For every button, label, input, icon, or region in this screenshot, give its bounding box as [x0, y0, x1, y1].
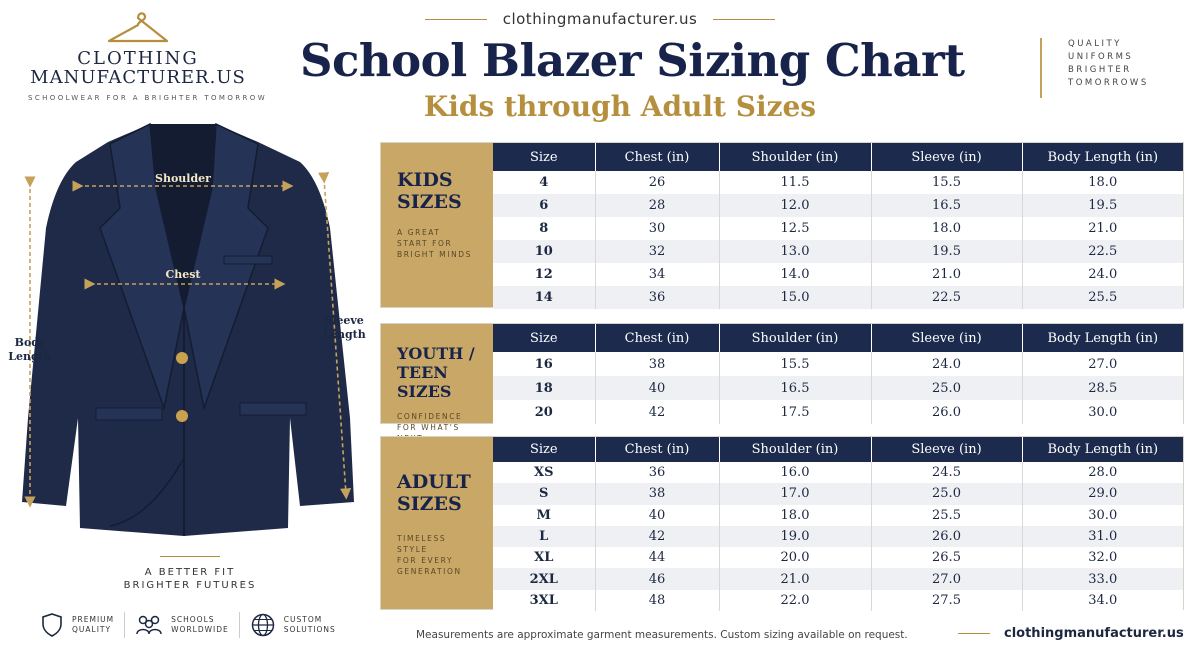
hanger-icon	[103, 8, 173, 48]
table-cell: 25.5	[871, 505, 1022, 526]
table-cell: 26.0	[871, 526, 1022, 547]
section-desc: STYLE	[397, 545, 428, 554]
table-header	[493, 324, 1183, 352]
table-cell: 31.0	[1022, 526, 1183, 547]
table-cell: 28.5	[1022, 376, 1183, 400]
table-cell: 22.0	[719, 590, 871, 611]
feature-label: PREMIUM	[72, 615, 115, 624]
youth-sizes-section	[380, 323, 1184, 432]
table-cell: 42	[595, 400, 719, 424]
divider	[160, 556, 220, 557]
table-cell: 30	[595, 217, 719, 240]
table-cell: 34	[595, 263, 719, 286]
table-cell: 18.0	[1022, 171, 1183, 194]
table-cell: 22.5	[871, 286, 1022, 309]
table-cell: 20.0	[719, 547, 871, 568]
table-row	[493, 462, 1183, 483]
table-cell: 46	[595, 568, 719, 589]
column-header: Shoulder (in)	[719, 437, 871, 462]
sleeve-length-label: Sleeve	[324, 314, 364, 327]
column-header: Chest (in)	[595, 437, 719, 462]
table-row	[493, 171, 1183, 194]
table-row	[493, 263, 1183, 286]
table-row	[493, 352, 1183, 376]
table-cell: 16.5	[871, 194, 1022, 217]
button-icon	[176, 352, 188, 364]
column-header: Sleeve (in)	[871, 324, 1022, 352]
table-cell: 36	[595, 462, 719, 483]
table-cell: 38	[595, 483, 719, 504]
table-cell: 30.0	[1022, 505, 1183, 526]
people-icon	[135, 612, 163, 638]
section-title: YOUTH /	[397, 344, 475, 363]
section-desc: GENERATION	[397, 567, 462, 576]
blazer-illustration	[22, 124, 354, 536]
brand-name-line1: CLOTHING	[77, 48, 199, 69]
section-desc: START FOR	[397, 239, 453, 248]
table-cell: 38	[595, 352, 719, 376]
page-subtitle: Kids through Adult Sizes	[423, 90, 817, 123]
motto-line: UNIFORMS	[1068, 52, 1134, 62]
website-footer	[958, 626, 1184, 641]
page-title: School Blazer Sizing Chart	[300, 34, 965, 87]
feature-custom-solutions	[250, 612, 346, 638]
table-cell: 48	[595, 590, 719, 611]
table-cell: 26	[595, 171, 719, 194]
table-cell: 10	[493, 240, 595, 263]
section-desc: CONFIDENCE	[397, 412, 463, 421]
feature-label: CUSTOM	[283, 615, 323, 624]
table-cell: 21.0	[719, 568, 871, 589]
motto-line: QUALITY	[1068, 39, 1122, 49]
column-header: Chest (in)	[595, 324, 719, 352]
motto-line: BRIGHTER	[1068, 65, 1132, 75]
column-header: Size	[493, 143, 595, 171]
table-cell: 14.0	[719, 263, 871, 286]
table-row	[493, 240, 1183, 263]
table-cell: 2XL	[493, 568, 595, 589]
table-cell: 3XL	[493, 590, 595, 611]
section-title: TEEN SIZES	[397, 363, 452, 401]
table-cell: 42	[595, 526, 719, 547]
chest-label: Chest	[165, 268, 201, 281]
features-row	[40, 612, 346, 638]
section-sidebar	[381, 324, 493, 432]
kids-sizes-section	[380, 142, 1184, 308]
table-cell: 21.0	[1022, 217, 1183, 240]
table-cell: 22.5	[1022, 240, 1183, 263]
table-row	[493, 505, 1183, 526]
section-title: SIZES	[397, 191, 462, 213]
table-row	[493, 568, 1183, 589]
table-cell: 28	[595, 194, 719, 217]
table-cell: 15.5	[719, 352, 871, 376]
section-sidebar	[381, 437, 493, 609]
table-cell: 18.0	[719, 505, 871, 526]
table-cell: 15.5	[871, 171, 1022, 194]
feature-premium-quality	[40, 612, 125, 638]
table-cell: 12.0	[719, 194, 871, 217]
adult-sizes-section	[380, 436, 1184, 610]
table-cell: 32	[595, 240, 719, 263]
table-cell: 21.0	[871, 263, 1022, 286]
table-cell: XS	[493, 462, 595, 483]
table-cell: 25.0	[871, 376, 1022, 400]
fit-tagline-line: A BETTER FIT	[144, 567, 236, 578]
button-icon	[176, 410, 188, 422]
table-cell: 40	[595, 376, 719, 400]
size-table	[493, 324, 1183, 424]
column-header: Size	[493, 324, 595, 352]
website-header	[425, 10, 775, 28]
column-header: Sleeve (in)	[871, 143, 1022, 171]
brand-name-line2: MANUFACTURER.US	[30, 67, 246, 88]
table-cell: 15.0	[719, 286, 871, 309]
section-desc: BRIGHT MINDS	[397, 250, 473, 259]
table-cell: 29.0	[1022, 483, 1183, 504]
divider	[425, 19, 487, 20]
table-cell: 16.5	[719, 376, 871, 400]
table-row	[493, 376, 1183, 400]
table-cell: 26.0	[871, 400, 1022, 424]
feature-label: WORLDWIDE	[171, 625, 229, 634]
size-table	[493, 437, 1183, 611]
globe-icon	[250, 612, 276, 638]
divider	[958, 633, 990, 634]
feature-label: SOLUTIONS	[283, 625, 336, 634]
shoulder-label: Shoulder	[155, 172, 211, 185]
table-cell: 27.5	[871, 590, 1022, 611]
table-header	[493, 143, 1183, 171]
divider	[713, 19, 775, 20]
table-header	[493, 437, 1183, 462]
table-cell: 19.0	[719, 526, 871, 547]
table-cell: M	[493, 505, 595, 526]
table-row	[493, 590, 1183, 611]
table-cell: S	[493, 483, 595, 504]
section-desc: FOR WHAT'S	[397, 423, 460, 432]
size-table	[493, 143, 1183, 309]
table-cell: 25.5	[1022, 286, 1183, 309]
section-desc: A GREAT	[397, 228, 441, 237]
section-desc: TIMELESS	[397, 534, 447, 543]
sleeve-length-label: Length	[322, 328, 366, 341]
fit-tagline	[110, 556, 270, 592]
table-cell: 24.5	[871, 462, 1022, 483]
table-cell: 44	[595, 547, 719, 568]
body-length-label: Body	[14, 336, 46, 349]
section-title: SIZES	[397, 493, 462, 515]
table-cell: 27.0	[871, 568, 1022, 589]
table-row	[493, 547, 1183, 568]
table-cell: 12.5	[719, 217, 871, 240]
brand-tagline: SCHOOLWEAR FOR A BRIGHTER TOMORROW	[28, 94, 268, 102]
table-cell: 30.0	[1022, 400, 1183, 424]
column-header: Sleeve (in)	[871, 437, 1022, 462]
table-cell: 20	[493, 400, 595, 424]
table-cell: 24.0	[1022, 263, 1183, 286]
table-cell: 13.0	[719, 240, 871, 263]
table-cell: 26.5	[871, 547, 1022, 568]
website-link[interactable]: clothingmanufacturer.us	[1004, 626, 1184, 641]
blazer-diagram	[0, 118, 380, 570]
table-row	[493, 194, 1183, 217]
column-header: Shoulder (in)	[719, 324, 871, 352]
table-cell: 17.5	[719, 400, 871, 424]
table-cell: 8	[493, 217, 595, 240]
table-cell: 24.0	[871, 352, 1022, 376]
table-cell: 25.0	[871, 483, 1022, 504]
column-header: Body Length (in)	[1022, 437, 1183, 462]
table-cell: XL	[493, 547, 595, 568]
table-cell: 18	[493, 376, 595, 400]
table-cell: 6	[493, 194, 595, 217]
table-cell: 18.0	[871, 217, 1022, 240]
table-cell: L	[493, 526, 595, 547]
feature-schools-worldwide	[135, 612, 240, 638]
column-header: Body Length (in)	[1022, 143, 1183, 171]
brand-logo	[28, 8, 268, 102]
table-row	[493, 286, 1183, 309]
table-row	[493, 526, 1183, 547]
section-title: KIDS	[397, 169, 453, 191]
section-sidebar	[381, 143, 493, 307]
table-cell: 33.0	[1022, 568, 1183, 589]
table-cell: 27.0	[1022, 352, 1183, 376]
body-length-label: Length	[8, 350, 52, 363]
website-link[interactable]: clothingmanufacturer.us	[502, 10, 698, 28]
table-cell: 4	[493, 171, 595, 194]
table-cell: 14	[493, 286, 595, 309]
column-header: Shoulder (in)	[719, 143, 871, 171]
table-row	[493, 483, 1183, 504]
footnote: Measurements are approximate garment measurements. Custom sizing available on request.	[416, 629, 908, 641]
fit-tagline-line: BRIGHTER FUTURES	[123, 580, 257, 591]
section-title: ADULT	[397, 471, 471, 493]
table-cell: 19.5	[1022, 194, 1183, 217]
table-cell: 40	[595, 505, 719, 526]
table-cell: 12	[493, 263, 595, 286]
table-cell: 32.0	[1022, 547, 1183, 568]
column-header: Size	[493, 437, 595, 462]
motto	[1040, 38, 1149, 98]
shield-icon	[40, 612, 64, 638]
table-cell: 19.5	[871, 240, 1022, 263]
feature-label: SCHOOLS	[171, 615, 215, 624]
table-row	[493, 217, 1183, 240]
table-cell: 36	[595, 286, 719, 309]
column-header: Chest (in)	[595, 143, 719, 171]
table-cell: 28.0	[1022, 462, 1183, 483]
table-cell: 34.0	[1022, 590, 1183, 611]
table-cell: 16	[493, 352, 595, 376]
table-row	[493, 400, 1183, 424]
section-desc: FOR EVERY	[397, 556, 454, 565]
table-cell: 16.0	[719, 462, 871, 483]
motto-line: TOMORROWS	[1068, 78, 1149, 88]
table-cell: 17.0	[719, 483, 871, 504]
feature-label: QUALITY	[72, 625, 112, 634]
column-header: Body Length (in)	[1022, 324, 1183, 352]
table-cell: 11.5	[719, 171, 871, 194]
